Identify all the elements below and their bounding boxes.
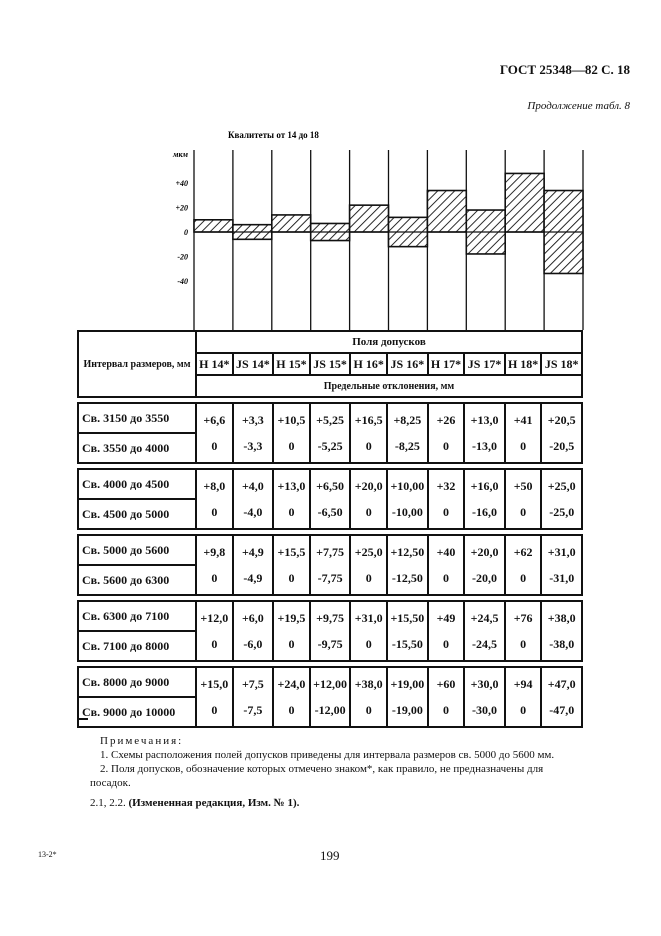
- field-symbol: H 18*: [505, 353, 542, 375]
- deviation-cell: [196, 601, 233, 661]
- upper-deviation: +40: [436, 545, 456, 559]
- tolerance-bar-0: [194, 220, 233, 232]
- deviation-cell: [233, 469, 273, 529]
- deviation-cell: [196, 469, 233, 529]
- deviation-cell: [428, 469, 465, 529]
- lower-deviation: 0: [443, 703, 449, 717]
- upper-deviation: +8,0: [203, 479, 226, 493]
- tolerance-bar-4: [350, 205, 389, 232]
- deviation-cell: [541, 667, 582, 727]
- y-tick-label: 0: [184, 228, 188, 237]
- chart-title: Квалитеты от 14 до 18: [228, 130, 319, 140]
- lower-deviation: -10,00: [391, 505, 423, 519]
- deviation-cell: [428, 667, 465, 727]
- deviation-cell: [505, 469, 542, 529]
- footer-code: 13-2*: [38, 850, 57, 859]
- deviation-cell: [464, 403, 504, 463]
- lower-deviation: 0: [288, 505, 295, 519]
- deviation-cell: [233, 403, 273, 463]
- upper-deviation: +31,0: [354, 611, 383, 625]
- lower-deviation: -24,5: [472, 637, 498, 651]
- lower-deviation: -30,0: [472, 703, 498, 717]
- lower-deviation: 0: [520, 637, 527, 651]
- size-range: Св. 4000 до 4500: [78, 469, 196, 499]
- lower-deviation: -20,0: [472, 571, 498, 585]
- deviation-cell: [350, 535, 387, 595]
- size-range: Св. 6300 до 7100: [78, 601, 196, 631]
- deviation-cell: [541, 535, 582, 595]
- deviation-cell: [387, 535, 428, 595]
- field-symbol: JS 17*: [464, 353, 504, 375]
- tolerance-bar-8: [505, 173, 544, 232]
- deviation-cell: [310, 469, 351, 529]
- lower-deviation: 0: [520, 439, 527, 453]
- lower-deviation: -12,50: [391, 571, 423, 585]
- field-symbol: H 16*: [350, 353, 387, 375]
- lower-deviation: 0: [288, 703, 295, 717]
- y-axis-ticks: [175, 179, 188, 286]
- upper-deviation: +6,50: [316, 479, 344, 493]
- lower-deviation: -20,5: [549, 439, 575, 453]
- deviation-cell: [310, 535, 351, 595]
- upper-deviation: +32: [436, 479, 456, 493]
- lower-deviation: 0: [365, 505, 372, 519]
- lower-deviation: -4,9: [243, 571, 263, 585]
- lower-deviation: 0: [365, 703, 372, 717]
- field-symbol: JS 15*: [310, 353, 351, 375]
- change-note-prefix: 2.1, 2.2.: [90, 797, 129, 809]
- deviation-cell: [464, 601, 504, 661]
- upper-deviation: +24,5: [470, 611, 499, 625]
- deviation-cell: [464, 667, 504, 727]
- interval-header: Интервал размеров, мм: [78, 331, 196, 397]
- deviation-cell: [464, 469, 504, 529]
- table-continuation: Продолжение табл. 8: [527, 100, 630, 112]
- lower-deviation: 0: [520, 571, 527, 585]
- deviation-cell: [505, 403, 542, 463]
- deviation-cell: [428, 601, 465, 661]
- upper-deviation: +15,5: [277, 545, 306, 559]
- upper-deviation: +47,0: [547, 677, 576, 691]
- lower-deviation: 0: [365, 571, 372, 585]
- upper-deviation: +13,0: [470, 413, 499, 427]
- deviation-cell: [273, 667, 310, 727]
- lower-deviation: 0: [520, 703, 527, 717]
- table-row: [78, 535, 582, 565]
- deviation-cell: [541, 403, 582, 463]
- upper-deviation: +3,3: [241, 413, 264, 427]
- footnote-dash: [78, 718, 88, 720]
- upper-deviation: +13,0: [277, 479, 306, 493]
- size-range: Св. 4500 до 5000: [78, 499, 196, 529]
- lower-deviation: 0: [288, 637, 295, 651]
- lower-deviation: -7,75: [317, 571, 343, 585]
- upper-deviation: +31,0: [547, 545, 576, 559]
- upper-deviation: +24,0: [277, 677, 306, 691]
- deviation-cell: [428, 403, 465, 463]
- upper-deviation: +30,0: [470, 677, 499, 691]
- upper-deviation: +60: [436, 677, 456, 691]
- upper-deviation: +25,0: [354, 545, 383, 559]
- field-symbol: JS 16*: [387, 353, 428, 375]
- field-symbol: H 15*: [273, 353, 310, 375]
- upper-deviation: +38,0: [354, 677, 383, 691]
- notes: [90, 734, 570, 790]
- deviation-cell: [541, 601, 582, 661]
- upper-deviation: +20,5: [547, 413, 576, 427]
- lower-deviation: 0: [365, 439, 372, 453]
- size-range: Св. 5000 до 5600: [78, 535, 196, 565]
- upper-deviation: +19,5: [277, 611, 306, 625]
- lower-deviation: -5,25: [317, 439, 343, 453]
- lower-deviation: -13,0: [472, 439, 498, 453]
- lower-deviation: -7,5: [243, 703, 263, 717]
- upper-deviation: +15,50: [390, 611, 425, 625]
- deviation-cell: [350, 403, 387, 463]
- deviation-cell: [310, 601, 351, 661]
- lower-deviation: 0: [211, 703, 218, 717]
- lower-deviation: 0: [211, 505, 218, 519]
- y-tick-label: +40: [175, 179, 188, 189]
- deviation-cell: [505, 601, 542, 661]
- page-header: ГОСТ 25348—82 С. 18: [499, 62, 630, 77]
- lower-deviation: -8,25: [394, 439, 420, 453]
- field-symbol: JS 14*: [233, 353, 273, 375]
- upper-deviation: +25,0: [547, 479, 576, 493]
- lower-deviation: -12,00: [314, 703, 346, 717]
- upper-deviation: +20,0: [470, 545, 499, 559]
- lower-deviation: -25,0: [549, 505, 575, 519]
- table-row: [78, 469, 582, 499]
- y-axis-unit: мкм: [173, 150, 189, 159]
- upper-deviation: +19,00: [390, 677, 425, 691]
- lower-deviation: -6,0: [243, 637, 263, 651]
- notes-heading: Примечания:: [100, 735, 184, 747]
- page-number: 199: [320, 848, 340, 863]
- upper-deviation: +12,00: [313, 677, 347, 691]
- change-note: [90, 797, 299, 809]
- upper-deviation: +4,9: [241, 545, 264, 559]
- field-symbol: JS 18*: [541, 353, 582, 375]
- lower-deviation: 0: [520, 505, 527, 519]
- deviation-cell: [233, 535, 273, 595]
- upper-deviation: +38,0: [547, 611, 576, 625]
- upper-deviation: +26: [436, 413, 456, 427]
- deviation-cell: [273, 601, 310, 661]
- deviation-cell: [350, 469, 387, 529]
- deviation-cell: [196, 403, 233, 463]
- deviation-cell: [387, 403, 428, 463]
- tolerance-bar-6: [427, 191, 466, 232]
- lower-deviation: -15,50: [391, 637, 423, 651]
- units-row: Предельные отклонения, мм: [196, 375, 582, 397]
- size-range: Св. 5600 до 6300: [78, 565, 196, 595]
- lower-deviation: 0: [211, 439, 218, 453]
- upper-deviation: +10,5: [277, 413, 306, 427]
- deviation-cell: [233, 601, 273, 661]
- upper-deviation: +9,8: [203, 545, 226, 559]
- fields-title: Поля допусков: [196, 331, 582, 353]
- lower-deviation: 0: [443, 505, 449, 519]
- upper-deviation: +9,75: [316, 611, 344, 625]
- table-row: [78, 403, 582, 433]
- lower-deviation: 0: [288, 439, 295, 453]
- tolerance-table: [77, 330, 583, 728]
- upper-deviation: +7,5: [241, 677, 264, 691]
- lower-deviation: 0: [211, 637, 218, 651]
- lower-deviation: -3,3: [243, 439, 263, 453]
- upper-deviation: +6,6: [203, 413, 226, 427]
- lower-deviation: -6,50: [317, 505, 343, 519]
- upper-deviation: +5,25: [316, 413, 344, 427]
- upper-deviation: +50: [513, 479, 533, 493]
- size-range: Св. 7100 до 8000: [78, 631, 196, 661]
- upper-deviation: +76: [513, 611, 533, 625]
- deviation-cell: [233, 667, 273, 727]
- table-row: [78, 667, 582, 697]
- upper-deviation: +12,0: [200, 611, 229, 625]
- deviation-cell: [196, 535, 233, 595]
- change-note-bold: (Измененная редакция, Изм. № 1).: [128, 797, 300, 809]
- deviation-cell: [273, 403, 310, 463]
- field-symbol: H 14*: [196, 353, 233, 375]
- upper-deviation: +4,0: [241, 479, 264, 493]
- upper-deviation: +20,0: [354, 479, 383, 493]
- lower-deviation: -47,0: [549, 703, 575, 717]
- upper-deviation: +94: [513, 677, 533, 691]
- lower-deviation: -19,00: [391, 703, 423, 717]
- deviation-cell: [387, 667, 428, 727]
- size-range: Св. 3150 до 3550: [78, 403, 196, 433]
- deviation-cell: [387, 469, 428, 529]
- deviation-cell: [273, 469, 310, 529]
- lower-deviation: 0: [211, 571, 218, 585]
- tolerance-fields-chart: [0, 0, 661, 336]
- lower-deviation: -16,0: [472, 505, 498, 519]
- upper-deviation: +8,25: [393, 413, 422, 427]
- upper-deviation: +10,00: [390, 479, 425, 493]
- lower-deviation: 0: [443, 571, 449, 585]
- lower-deviation: 0: [443, 637, 449, 651]
- table-row: [78, 601, 582, 631]
- lower-deviation: -38,0: [549, 637, 575, 651]
- deviation-cell: [505, 535, 542, 595]
- lower-deviation: 0: [365, 637, 372, 651]
- lower-deviation: 0: [288, 571, 295, 585]
- size-range: Св. 8000 до 9000: [78, 667, 196, 697]
- lower-deviation: -31,0: [549, 571, 575, 585]
- upper-deviation: +6,0: [241, 611, 264, 625]
- y-tick-label: +20: [175, 203, 188, 213]
- y-tick-label: -20: [177, 252, 188, 262]
- deviation-cell: [541, 469, 582, 529]
- upper-deviation: +15,0: [200, 677, 229, 691]
- y-tick-label: -40: [177, 276, 188, 286]
- deviation-cell: [196, 667, 233, 727]
- deviation-cell: [310, 667, 351, 727]
- upper-deviation: +16,0: [470, 479, 499, 493]
- size-range: Св. 3550 до 4000: [78, 433, 196, 463]
- deviation-cell: [273, 535, 310, 595]
- size-range: Св. 9000 до 10000: [78, 697, 196, 727]
- deviation-cell: [505, 667, 542, 727]
- upper-deviation: +62: [513, 545, 533, 559]
- note-1: 1. Схемы расположения полей допусков приведены для интервала размеров св. 5000 до 5600 мм.: [100, 749, 555, 761]
- upper-deviation: +49: [436, 611, 456, 625]
- deviation-cell: [350, 601, 387, 661]
- tolerance-bar-2: [272, 215, 311, 232]
- deviation-cell: [350, 667, 387, 727]
- upper-deviation: +41: [513, 413, 533, 427]
- deviation-cell: [464, 535, 504, 595]
- upper-deviation: +7,75: [316, 545, 344, 559]
- note-2: 2. Поля допусков, обозначение которых отмечено знаком*, как правило, не предназначены для посадок.: [90, 763, 544, 789]
- deviation-cell: [428, 535, 465, 595]
- lower-deviation: 0: [443, 439, 449, 453]
- lower-deviation: -9,75: [317, 637, 343, 651]
- table-body: [78, 397, 582, 727]
- field-symbol: H 17*: [428, 353, 465, 375]
- deviation-cell: [387, 601, 428, 661]
- lower-deviation: -4,0: [243, 505, 263, 519]
- deviation-cell: [310, 403, 351, 463]
- upper-deviation: +12,50: [390, 545, 425, 559]
- upper-deviation: +16,5: [354, 413, 383, 427]
